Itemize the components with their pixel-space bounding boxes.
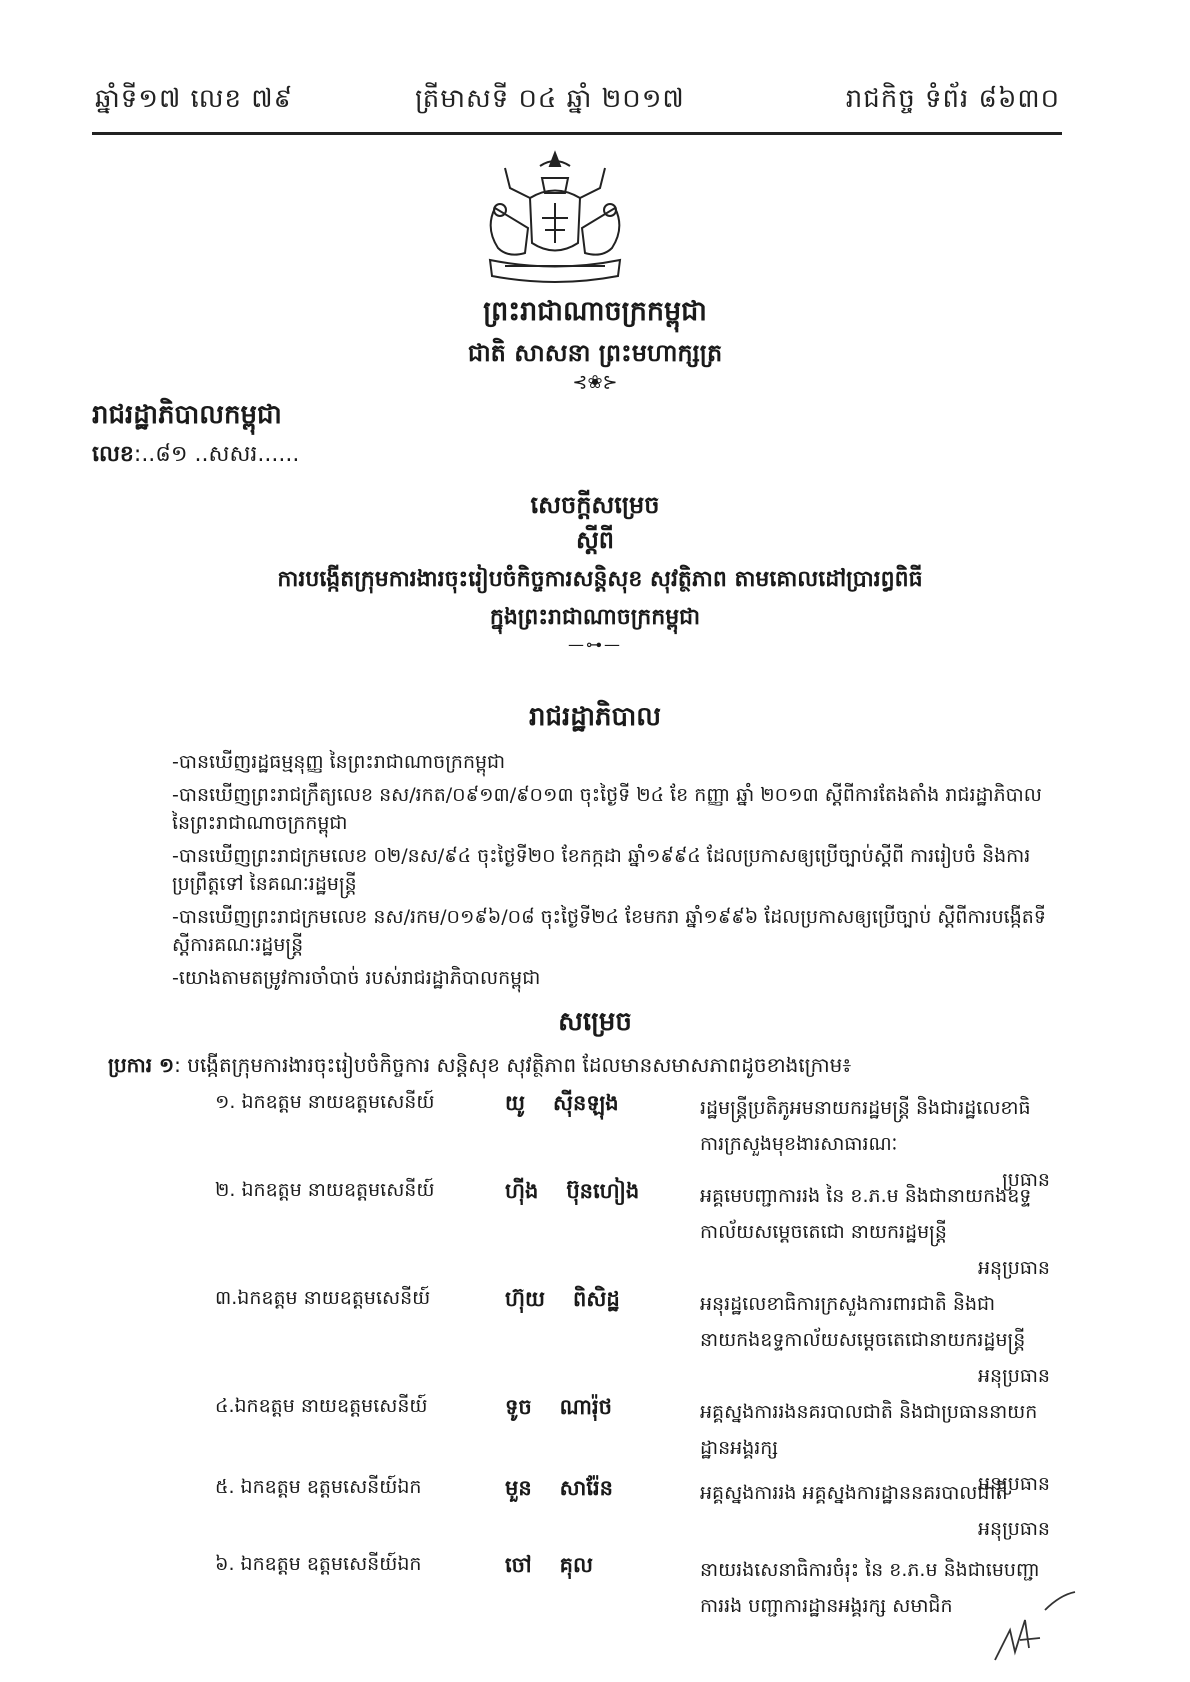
kingdom-name: ព្រះរាជាណាចក្រកម្ពុជា xyxy=(483,296,707,327)
member-title: ៤.ឯកឧត្តម នាយឧត្តមសេនីយ៍ xyxy=(215,1395,428,1417)
member-role-text: អគ្គមេបញ្ជាការរង នៃ ខ.ភ.ម និងជានាយកងឧទ្ទកាល័យសម្តេចតេជោ នាយករដ្ឋមន្ត្រី xyxy=(700,1185,1032,1243)
member-position: អនុប្រធាន xyxy=(978,1518,1050,1540)
section-heading: រាជរដ្ឋាភិបាល xyxy=(528,702,662,732)
member-title: ១. ឯកឧត្តម នាយឧត្តមសេនីយ៍ xyxy=(215,1091,435,1113)
member-name xyxy=(505,1475,641,1506)
member-role-text: អគ្គស្នងការរង អគ្គស្នងការដ្ឋាននគរបាលជាតិ xyxy=(700,1482,1008,1504)
member-surname: ហ៊ីង xyxy=(505,1179,539,1203)
member-name xyxy=(505,1286,648,1317)
member-title: ៥. ឯកឧត្តម ឧត្តមសេនីយ៍ឯក xyxy=(215,1476,422,1498)
member-title: ៣.ឯកឧត្តម នាយឧត្តមសេនីយ៍ xyxy=(215,1287,431,1309)
number-label: លេខ xyxy=(92,442,134,467)
member-name xyxy=(505,1552,621,1583)
member-given-name: ប៊ុនហៀង xyxy=(566,1179,640,1203)
decision-heading: សម្រេច xyxy=(558,1007,632,1037)
member-title: ២. ឯកឧត្តម នាយឧត្តមសេនីយ៍ xyxy=(215,1179,435,1201)
member-position: អនុប្រធាន xyxy=(978,1365,1050,1387)
consideration-item: -បានឃើញព្រះរាជក្រមលេខ ០២/នស/៩៤ ចុះថ្ងៃទី២០ ខែកក្កដា ឆ្នាំ១៩៩៤ ដែលប្រកាសឲ្យប្រើច្បាប់ស្តីពី ការរៀបចំ និងការប្រព្រឹត្តទៅ នៃគណៈរដ្ឋមន្ត្រី xyxy=(172,845,1031,895)
title-divider: —⊶— xyxy=(568,635,622,654)
decision-title: សេចក្តីសម្រេច xyxy=(530,491,660,519)
member-role-text: រដ្ឋមន្ត្រីប្រតិភូអមនាយករដ្ឋមន្ត្រី និងជារដ្ឋលេខាធិការក្រសួងមុខងារសាធារណៈ xyxy=(700,1097,1031,1155)
member-given-name: ពិសិដ្ឋ xyxy=(573,1287,620,1311)
decision-on: ស្តីពី xyxy=(575,526,615,554)
member-name xyxy=(505,1090,647,1121)
consideration-item: -បានឃើញព្រះរាជក្រមលេខ នស/រកម/០១៩៦/០៨ ចុះថ្ងៃទី២៤ ខែមករា ឆ្នាំ១៩៩៦ ដែលប្រកាសឲ្យប្រើច្បាប់ ស្តីពីការបង្កើតទីស្តីការគណៈរដ្ឋមន្ត្រី xyxy=(172,906,1046,956)
considerations xyxy=(172,748,1052,997)
member-role-text: នាយរងសេនាធិការចំរុះ នៃ ខ.ភ.ម និងជាមេបញ្ជាការរង បញ្ជាការដ្ឋានអង្គរក្ស សមាជិក xyxy=(700,1559,1040,1617)
member-given-name: ស៊ីនឡុង xyxy=(553,1091,619,1115)
member-role xyxy=(700,1286,1050,1394)
member-given-name: សារ៉ែន xyxy=(559,1476,613,1500)
consideration-item: -បានឃើញរដ្ឋធម្មនុញ្ញ នៃព្រះរាជាណាចក្រកម្ពុជា xyxy=(172,751,506,773)
member-role-text: អនុរដ្ឋលេខាធិការក្រសួងការពារជាតិ និងជានាយកងឧទ្ទកាល័យសម្តេចតេជោនាយករដ្ឋមន្ត្រី xyxy=(700,1293,1026,1351)
member-role xyxy=(700,1475,1050,1547)
signature-icon xyxy=(985,1590,1080,1665)
member-surname: ចៅ xyxy=(505,1553,532,1577)
member-position: អនុប្រធាន xyxy=(978,1257,1050,1279)
consideration-item: -យោងតាមតម្រូវការចាំបាច់ របស់រាជរដ្ឋាភិបាលកម្ពុជា xyxy=(172,967,541,989)
member-name xyxy=(505,1178,667,1209)
gazette-page: រាជកិច្ច ទំព័រ ៨៦៣០ xyxy=(845,84,1060,114)
article-1 xyxy=(108,1052,1088,1082)
decision-subject: ការបង្កើតក្រុមការងារចុះរៀបចំកិច្ចការសន្តិសុខ សុវត្ថិភាព តាមគោលដៅប្រារព្ធពិធី xyxy=(277,567,923,592)
coat-of-arms-icon xyxy=(470,148,640,288)
member-surname: ហ៊ុយ xyxy=(505,1287,545,1311)
document-number xyxy=(92,440,299,472)
member-surname: យូ xyxy=(505,1091,525,1115)
member-surname: ទូច xyxy=(505,1395,532,1419)
consideration-item: -បានឃើញព្រះរាជក្រឹត្យលេខ នស/រកត/០៩១៣/៩០១៣ ចុះថ្ងៃទី ២៤ ខែ កញ្ញា ឆ្នាំ ២០១៣ ស្តីពីការតែងតាំង រាជរដ្ឋាភិបាល នៃព្រះរាជាណាចក្រកម្ពុជា xyxy=(172,784,1042,834)
member-position: អនុប្រធាន xyxy=(978,1473,1050,1495)
member-title: ៦. ឯកឧត្តម ឧត្តមសេនីយ៍ឯក xyxy=(215,1553,422,1575)
gazette-quarter: ត្រីមាសទី ០៤ ឆ្នាំ ២០១៧ xyxy=(415,84,685,114)
member-role xyxy=(700,1178,1050,1286)
member-surname: មួន xyxy=(505,1476,532,1500)
issuer-name: រាជរដ្ឋាភិបាលកម្ពុជា xyxy=(92,400,282,430)
decision-subject-cont: ក្នុងព្រះរាជាណាចក្រកម្ពុជា xyxy=(489,605,701,630)
national-motto: ជាតិ សាសនា ព្រះមហាក្សត្រ xyxy=(467,339,723,367)
article-label: ប្រការ ១ xyxy=(108,1053,175,1077)
gazette-year-issue: ឆ្នាំទី១៧ លេខ ៧៩ xyxy=(95,84,294,114)
number-value: :..៨១ ..សសរ...... xyxy=(133,442,300,467)
ornament: ⊰❀⊱ xyxy=(572,372,618,393)
member-given-name: គុល xyxy=(559,1553,593,1577)
member-role-text: អគ្គស្នងការរងនគរបាលជាតិ និងជាប្រធាននាយកដ្ឋានអង្គរក្ស xyxy=(700,1401,1038,1459)
header-rule xyxy=(92,132,1062,135)
member-name xyxy=(505,1394,640,1425)
article-text: : បង្កើតក្រុមការងារចុះរៀបចំកិច្ចការ សន្តិសុខ សុវត្ថិភាព ដែលមានសមាសភាពដូចខាងក្រោម៖ xyxy=(174,1053,852,1077)
member-given-name: ណារ៉ុថ xyxy=(559,1395,612,1419)
member-position: ប្រធាន xyxy=(1002,1169,1050,1191)
